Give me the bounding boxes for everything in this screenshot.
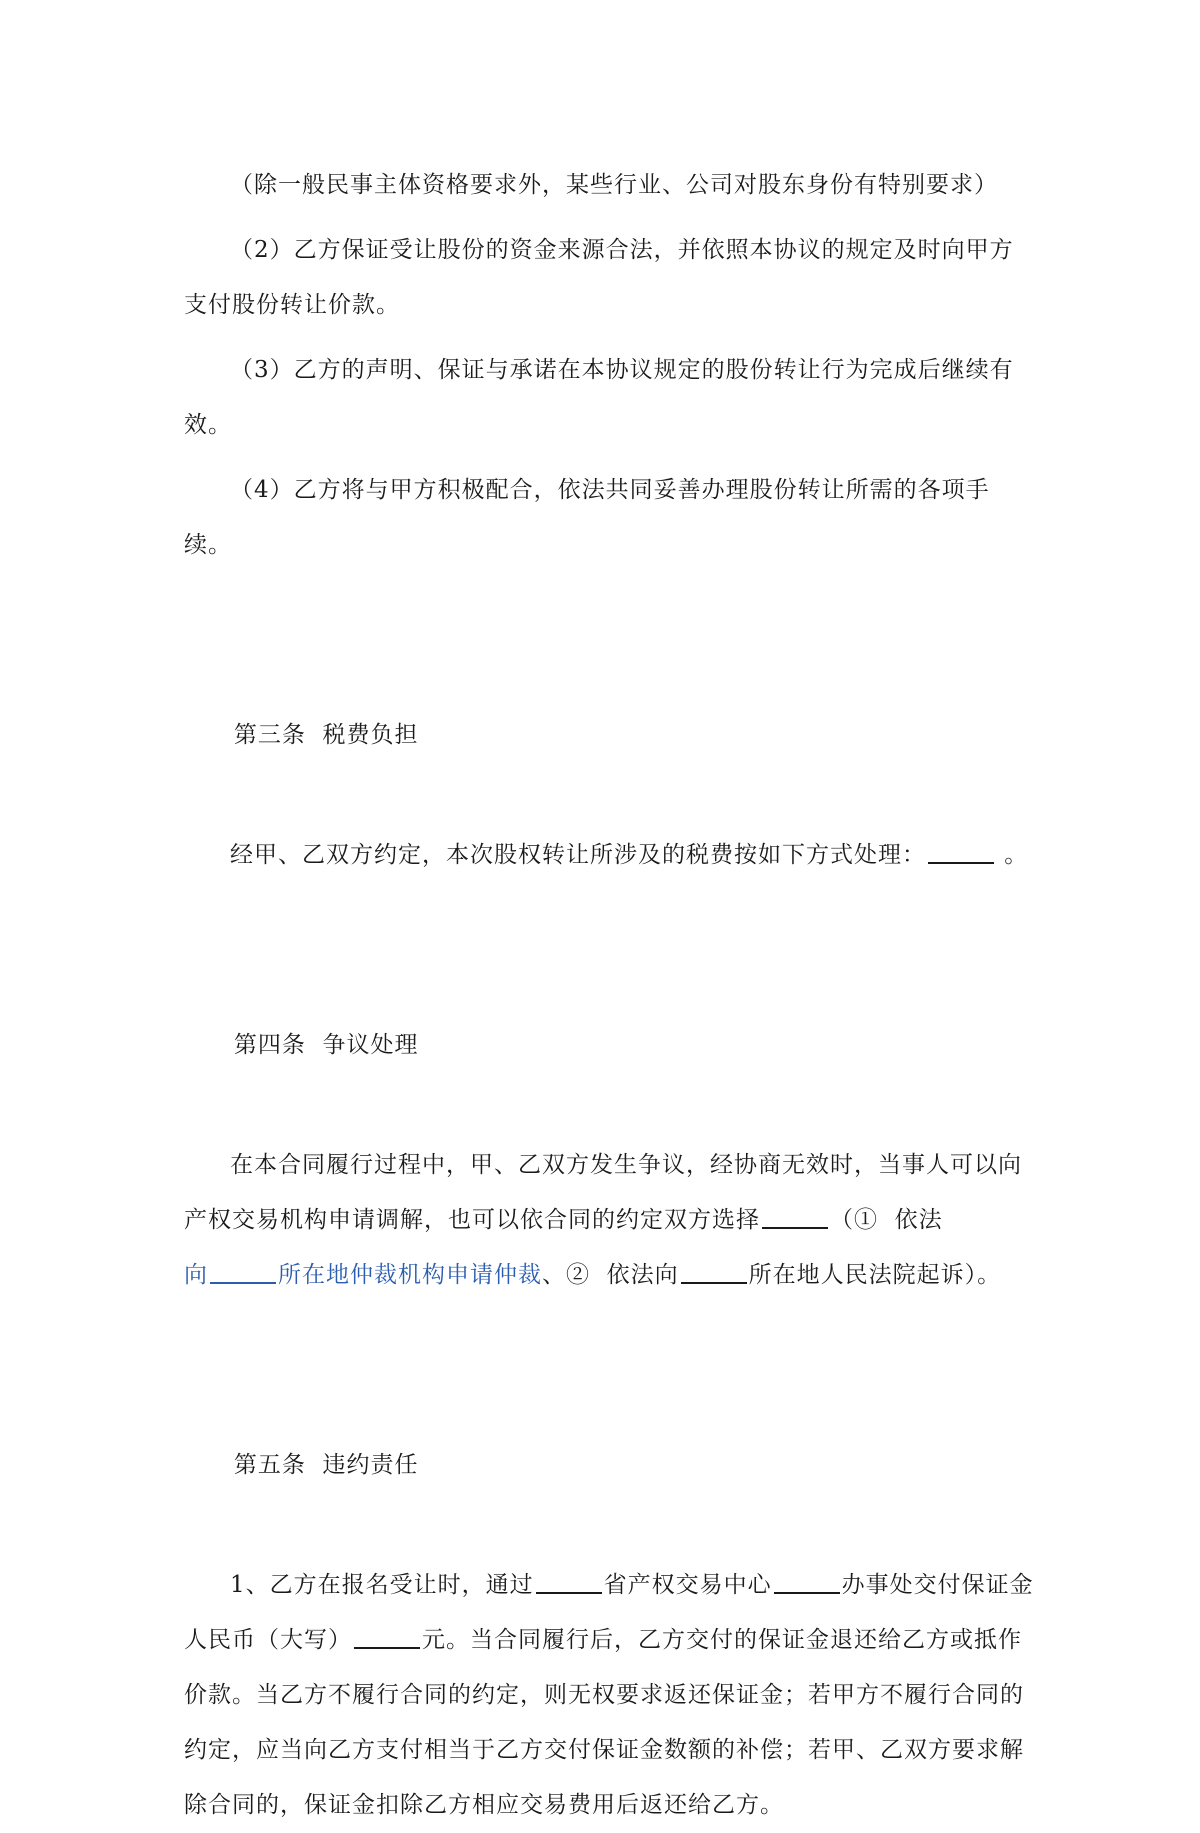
article-4-heading [184,963,1024,1128]
article-4-line3 [184,1248,1024,1303]
article-4-line2-text: 产权交易机构申请调解，也可以依合同的约定双方选择 [184,1207,760,1233]
article-3-body-end: 。 [996,842,1029,868]
clause-item-2-line2: 支付股份转让价款。 [184,292,400,318]
article-5-heading-text: 第五条 违约责任 [233,1452,419,1478]
section-gap [184,573,1024,653]
article-4-heading-text: 第四条 争议处理 [233,1032,419,1058]
document-body [184,158,1034,1833]
tax-method-blank[interactable] [928,842,994,864]
article-3-body [184,828,1029,883]
province-blank[interactable] [536,1572,602,1594]
clause-item-4-text: （4）乙方将与甲方积极配合，依法共同妥善办理股份转让所需的各项手续。 [184,477,990,558]
article-5-heading [184,1383,1024,1548]
article-4-line2 [184,1193,1024,1248]
clause-item-3 [184,343,1024,453]
article-3-body-text: 经甲、乙双方约定，本次股权转让所涉及的税费按如下方式处理： [230,842,926,868]
arbitration-link-text[interactable]: 所在地仲裁机构申请仲裁 [278,1262,542,1288]
clause-note-text: （除一般民事主体资格要求外，某些行业、公司对股东身份有特别要求） [230,172,998,198]
article-4-line3-end: 所在地人民法院起诉）。 [748,1262,1002,1288]
article-4-line2-end: （① 依法 [830,1207,943,1233]
article-5-line3: 价款。当乙方不履行合同的约定，则无权要求返还保证金；若甲方不履行合同的 [184,1682,1024,1708]
clause-item-3-line2: 效。 [184,412,232,438]
clause-item-2 [184,223,1024,333]
article-5-line1-c: 办事处交付保证金 [841,1572,1034,1598]
clause-item-3-line1: （3）乙方的声明、保证与承诺在本协议规定的股份转让行为完成后继续有 [230,357,1014,383]
article-3-heading-text: 第三条 税费负担 [233,722,419,748]
section-gap [184,1303,1024,1383]
article-5-line1 [184,1558,1034,1613]
clause-item-4 [184,463,1024,573]
arbitration-link-start[interactable]: 向 [184,1262,208,1288]
arbitration-location-blank[interactable] [210,1262,276,1284]
article-5-line5: 除合同的，保证金扣除乙方相应交易费用后返还给乙方。 [184,1792,784,1818]
article-4-body [184,1138,1024,1303]
article-5-line1-b: 省产权交易中心 [603,1572,772,1598]
article-5-line2-b: 元。当合同履行后，乙方交付的保证金退还给乙方或抵作 [422,1627,1022,1653]
clause-item-2-line1: （2）乙方保证受让股份的资金来源合法，并依照本协议的规定及时向甲方 [230,237,1014,263]
article-4-line1: 在本合同履行过程中，甲、乙双方发生争议，经协商无效时，当事人可以向 [230,1152,1022,1178]
article-5-line2 [184,1613,1024,1668]
article-5-line1-a: 1、乙方在报名受让时，通过 [230,1572,534,1598]
court-location-blank[interactable] [681,1262,747,1284]
office-blank[interactable] [774,1572,840,1594]
article-5-line4: 约定，应当向乙方支付相当于乙方交付保证金数额的补偿；若甲、乙双方要求解 [184,1737,1024,1763]
deposit-amount-blank[interactable] [354,1627,420,1649]
article-5-body [184,1558,1034,1833]
article-3-heading [184,653,1024,818]
article-4-line3-mid: 、② 依法向 [542,1262,679,1288]
article-5-line2-a: 人民币（大写） [184,1627,352,1653]
clause-note [184,158,1024,213]
dispute-choice-blank[interactable] [762,1207,828,1229]
section-gap [184,883,1024,963]
